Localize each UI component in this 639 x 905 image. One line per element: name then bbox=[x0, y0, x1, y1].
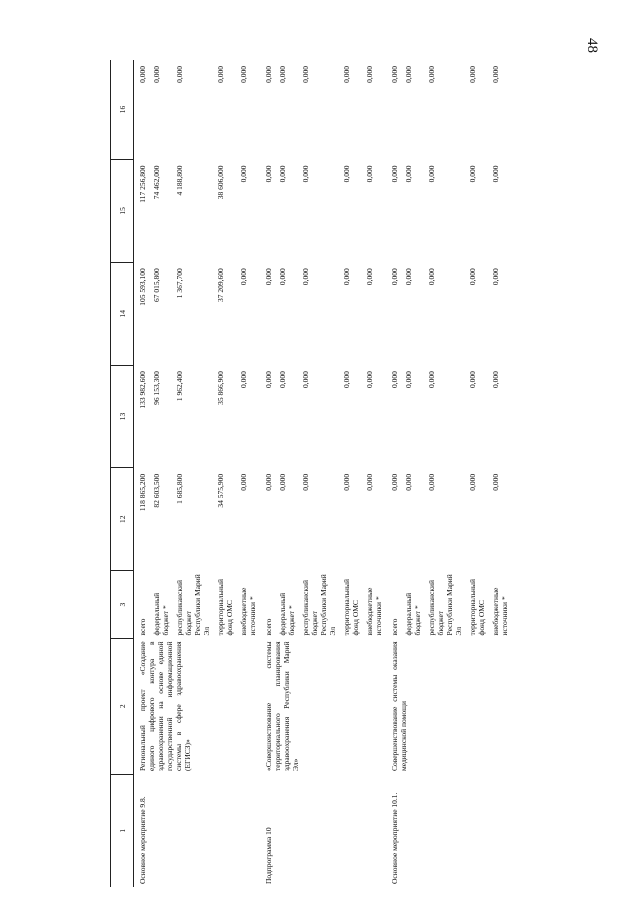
amount-cell: 0,000 bbox=[239, 371, 248, 388]
header-cell: 2 bbox=[111, 638, 134, 774]
amount-cell: 0,000 bbox=[404, 165, 413, 183]
amount-cell: 38 606,000 bbox=[216, 165, 225, 200]
amount-cell: 0,000 bbox=[301, 371, 310, 388]
amount-cell: 0,000 bbox=[278, 165, 287, 183]
funding-source: федеральный бюджет * bbox=[404, 592, 422, 636]
amount-cell: 0,000 bbox=[468, 165, 477, 183]
funding-source: внебюджетные источники * bbox=[239, 587, 257, 636]
amount-cell: 1 962,400 bbox=[175, 371, 184, 402]
amount-cell: 0,000 bbox=[491, 268, 500, 286]
amount-cell: 0,000 bbox=[390, 66, 399, 83]
amount-cell: 0,000 bbox=[278, 66, 287, 83]
amount-cell: 117 256,800 bbox=[138, 165, 147, 203]
amount-cell: 0,000 bbox=[468, 473, 477, 491]
header-cell: 15 bbox=[111, 160, 134, 263]
amount-cell: 0,000 bbox=[264, 165, 273, 183]
header-cell: 16 bbox=[111, 60, 134, 160]
amount-cell: 74 462,000 bbox=[152, 165, 161, 200]
table-row bbox=[386, 60, 402, 887]
amount-cell: 37 209,600 bbox=[216, 268, 225, 303]
header-cell: 13 bbox=[111, 365, 134, 468]
amount-cell: 0,000 bbox=[491, 165, 500, 183]
amount-cell: 0,000 bbox=[404, 371, 413, 388]
amount-cell: 34 575,900 bbox=[216, 473, 225, 508]
amount-cell: 0,000 bbox=[365, 165, 374, 183]
program-title: Региональный проект «Создание единого цифрового контура в здравоохранении на основе единой государственной информационной системы в сфере здравоохранения (ЕГИСЗ)» bbox=[138, 641, 192, 772]
amount-cell: 0,000 bbox=[390, 165, 399, 183]
header-row bbox=[111, 60, 134, 887]
amount-cell: 0,000 bbox=[427, 165, 436, 183]
funding-source: республиканский бюджет Республики Марий Эл bbox=[175, 574, 211, 636]
amount-cell: 0,000 bbox=[278, 371, 287, 388]
amount-cell: 0,000 bbox=[427, 473, 436, 491]
amount-cell: 0,000 bbox=[216, 66, 225, 83]
amount-cell: 0,000 bbox=[468, 371, 477, 388]
amount-cell: 67 015,800 bbox=[152, 268, 161, 303]
amount-cell: 133 982,600 bbox=[138, 371, 147, 409]
program-title: «Совершенствование системы территориального планирования здравоохранения Республики Марий Эл» bbox=[264, 641, 300, 772]
amount-cell: 0,000 bbox=[365, 473, 374, 491]
amount-cell: 0,000 bbox=[390, 268, 399, 286]
header-cell: 14 bbox=[111, 262, 134, 365]
amount-cell: 0,000 bbox=[264, 473, 273, 491]
amount-cell: 0,000 bbox=[301, 268, 310, 286]
amount-cell: 0,000 bbox=[264, 268, 273, 286]
amount-cell: 0,000 bbox=[239, 473, 248, 491]
amount-cell: 0,000 bbox=[239, 165, 248, 183]
amount-cell: 0,000 bbox=[491, 473, 500, 491]
funding-source: внебюджетные источники * bbox=[491, 587, 509, 636]
amount-cell: 0,000 bbox=[390, 473, 399, 491]
funding-source: территориальный фонд ОМС bbox=[468, 579, 486, 636]
funding-source: республиканский бюджет Республики Марий Эл bbox=[301, 574, 337, 636]
amount-cell: 0,000 bbox=[404, 268, 413, 286]
amount-cell: 0,000 bbox=[239, 66, 248, 83]
amount-cell: 0,000 bbox=[175, 66, 184, 83]
amount-cell: 118 865,200 bbox=[138, 473, 147, 512]
amount-cell: 0,000 bbox=[264, 371, 273, 388]
amount-cell: 0,000 bbox=[342, 66, 351, 83]
amount-cell: 0,000 bbox=[365, 268, 374, 286]
amount-cell: 1 685,800 bbox=[175, 473, 184, 504]
amount-cell: 0,000 bbox=[427, 371, 436, 388]
table-body bbox=[134, 60, 513, 887]
amount-cell: 1 367,700 bbox=[175, 268, 184, 299]
page-number: 48 bbox=[584, 38, 600, 53]
amount-cell: 0,000 bbox=[301, 165, 310, 183]
program-code: Подпрограмма 10 bbox=[264, 827, 273, 884]
table-row bbox=[260, 60, 276, 887]
amount-cell: 0,000 bbox=[342, 473, 351, 491]
header-cell: 3 bbox=[111, 571, 134, 639]
amount-cell: 0,000 bbox=[239, 268, 248, 286]
header-cell: 1 bbox=[111, 774, 134, 887]
amount-cell: 0,000 bbox=[427, 268, 436, 286]
amount-cell: 105 593,100 bbox=[138, 268, 147, 306]
amount-cell: 0,000 bbox=[365, 371, 374, 388]
amount-cell: 82 603,500 bbox=[152, 473, 161, 508]
amount-cell: 0,000 bbox=[138, 66, 147, 83]
amount-cell: 0,000 bbox=[491, 66, 500, 83]
amount-cell: 0,000 bbox=[468, 268, 477, 286]
amount-cell: 0,000 bbox=[301, 473, 310, 491]
funding-source: территориальный фонд ОМС bbox=[216, 579, 234, 636]
amount-cell: 0,000 bbox=[152, 66, 161, 83]
funding-source: республиканский бюджет Республики Марий Эл bbox=[427, 574, 463, 636]
funding-source: территориальный фонд ОМС bbox=[342, 579, 360, 636]
funding-source: федеральный бюджет * bbox=[152, 592, 170, 636]
amount-cell: 0,000 bbox=[491, 371, 500, 388]
amount-cell: 96 153,300 bbox=[152, 371, 161, 405]
funding-source: всего bbox=[264, 618, 273, 636]
funding-source: всего bbox=[138, 618, 147, 636]
amount-cell: 0,000 bbox=[278, 473, 287, 491]
amount-cell: 0,000 bbox=[301, 66, 310, 83]
funding-source: всего bbox=[390, 618, 399, 636]
program-title: Совершенствование системы оказания медицинской помощи bbox=[390, 641, 408, 772]
header-cell: 12 bbox=[111, 468, 134, 571]
table-row bbox=[134, 60, 151, 887]
program-code: Основное мероприятие 9.8. bbox=[138, 796, 147, 884]
amount-cell: 0,000 bbox=[404, 66, 413, 83]
funding-source: внебюджетные источники * bbox=[365, 587, 383, 636]
funding-source: федеральный бюджет * bbox=[278, 592, 296, 636]
amount-cell: 0,000 bbox=[427, 66, 436, 83]
amount-cell: 0,000 bbox=[278, 268, 287, 286]
amount-cell: 35 866,900 bbox=[216, 371, 225, 405]
amount-cell: 0,000 bbox=[342, 371, 351, 388]
amount-cell: 0,000 bbox=[342, 268, 351, 286]
funding-table bbox=[110, 60, 512, 887]
amount-cell: 0,000 bbox=[342, 165, 351, 183]
amount-cell: 0,000 bbox=[264, 66, 273, 83]
program-code: Основное мероприятие 10.1. bbox=[390, 792, 399, 884]
amount-cell: 0,000 bbox=[468, 66, 477, 83]
amount-cell: 4 188,800 bbox=[175, 165, 184, 196]
amount-cell: 0,000 bbox=[404, 473, 413, 491]
amount-cell: 0,000 bbox=[390, 371, 399, 388]
rotated-table-container bbox=[110, 60, 630, 887]
amount-cell: 0,000 bbox=[365, 66, 374, 83]
